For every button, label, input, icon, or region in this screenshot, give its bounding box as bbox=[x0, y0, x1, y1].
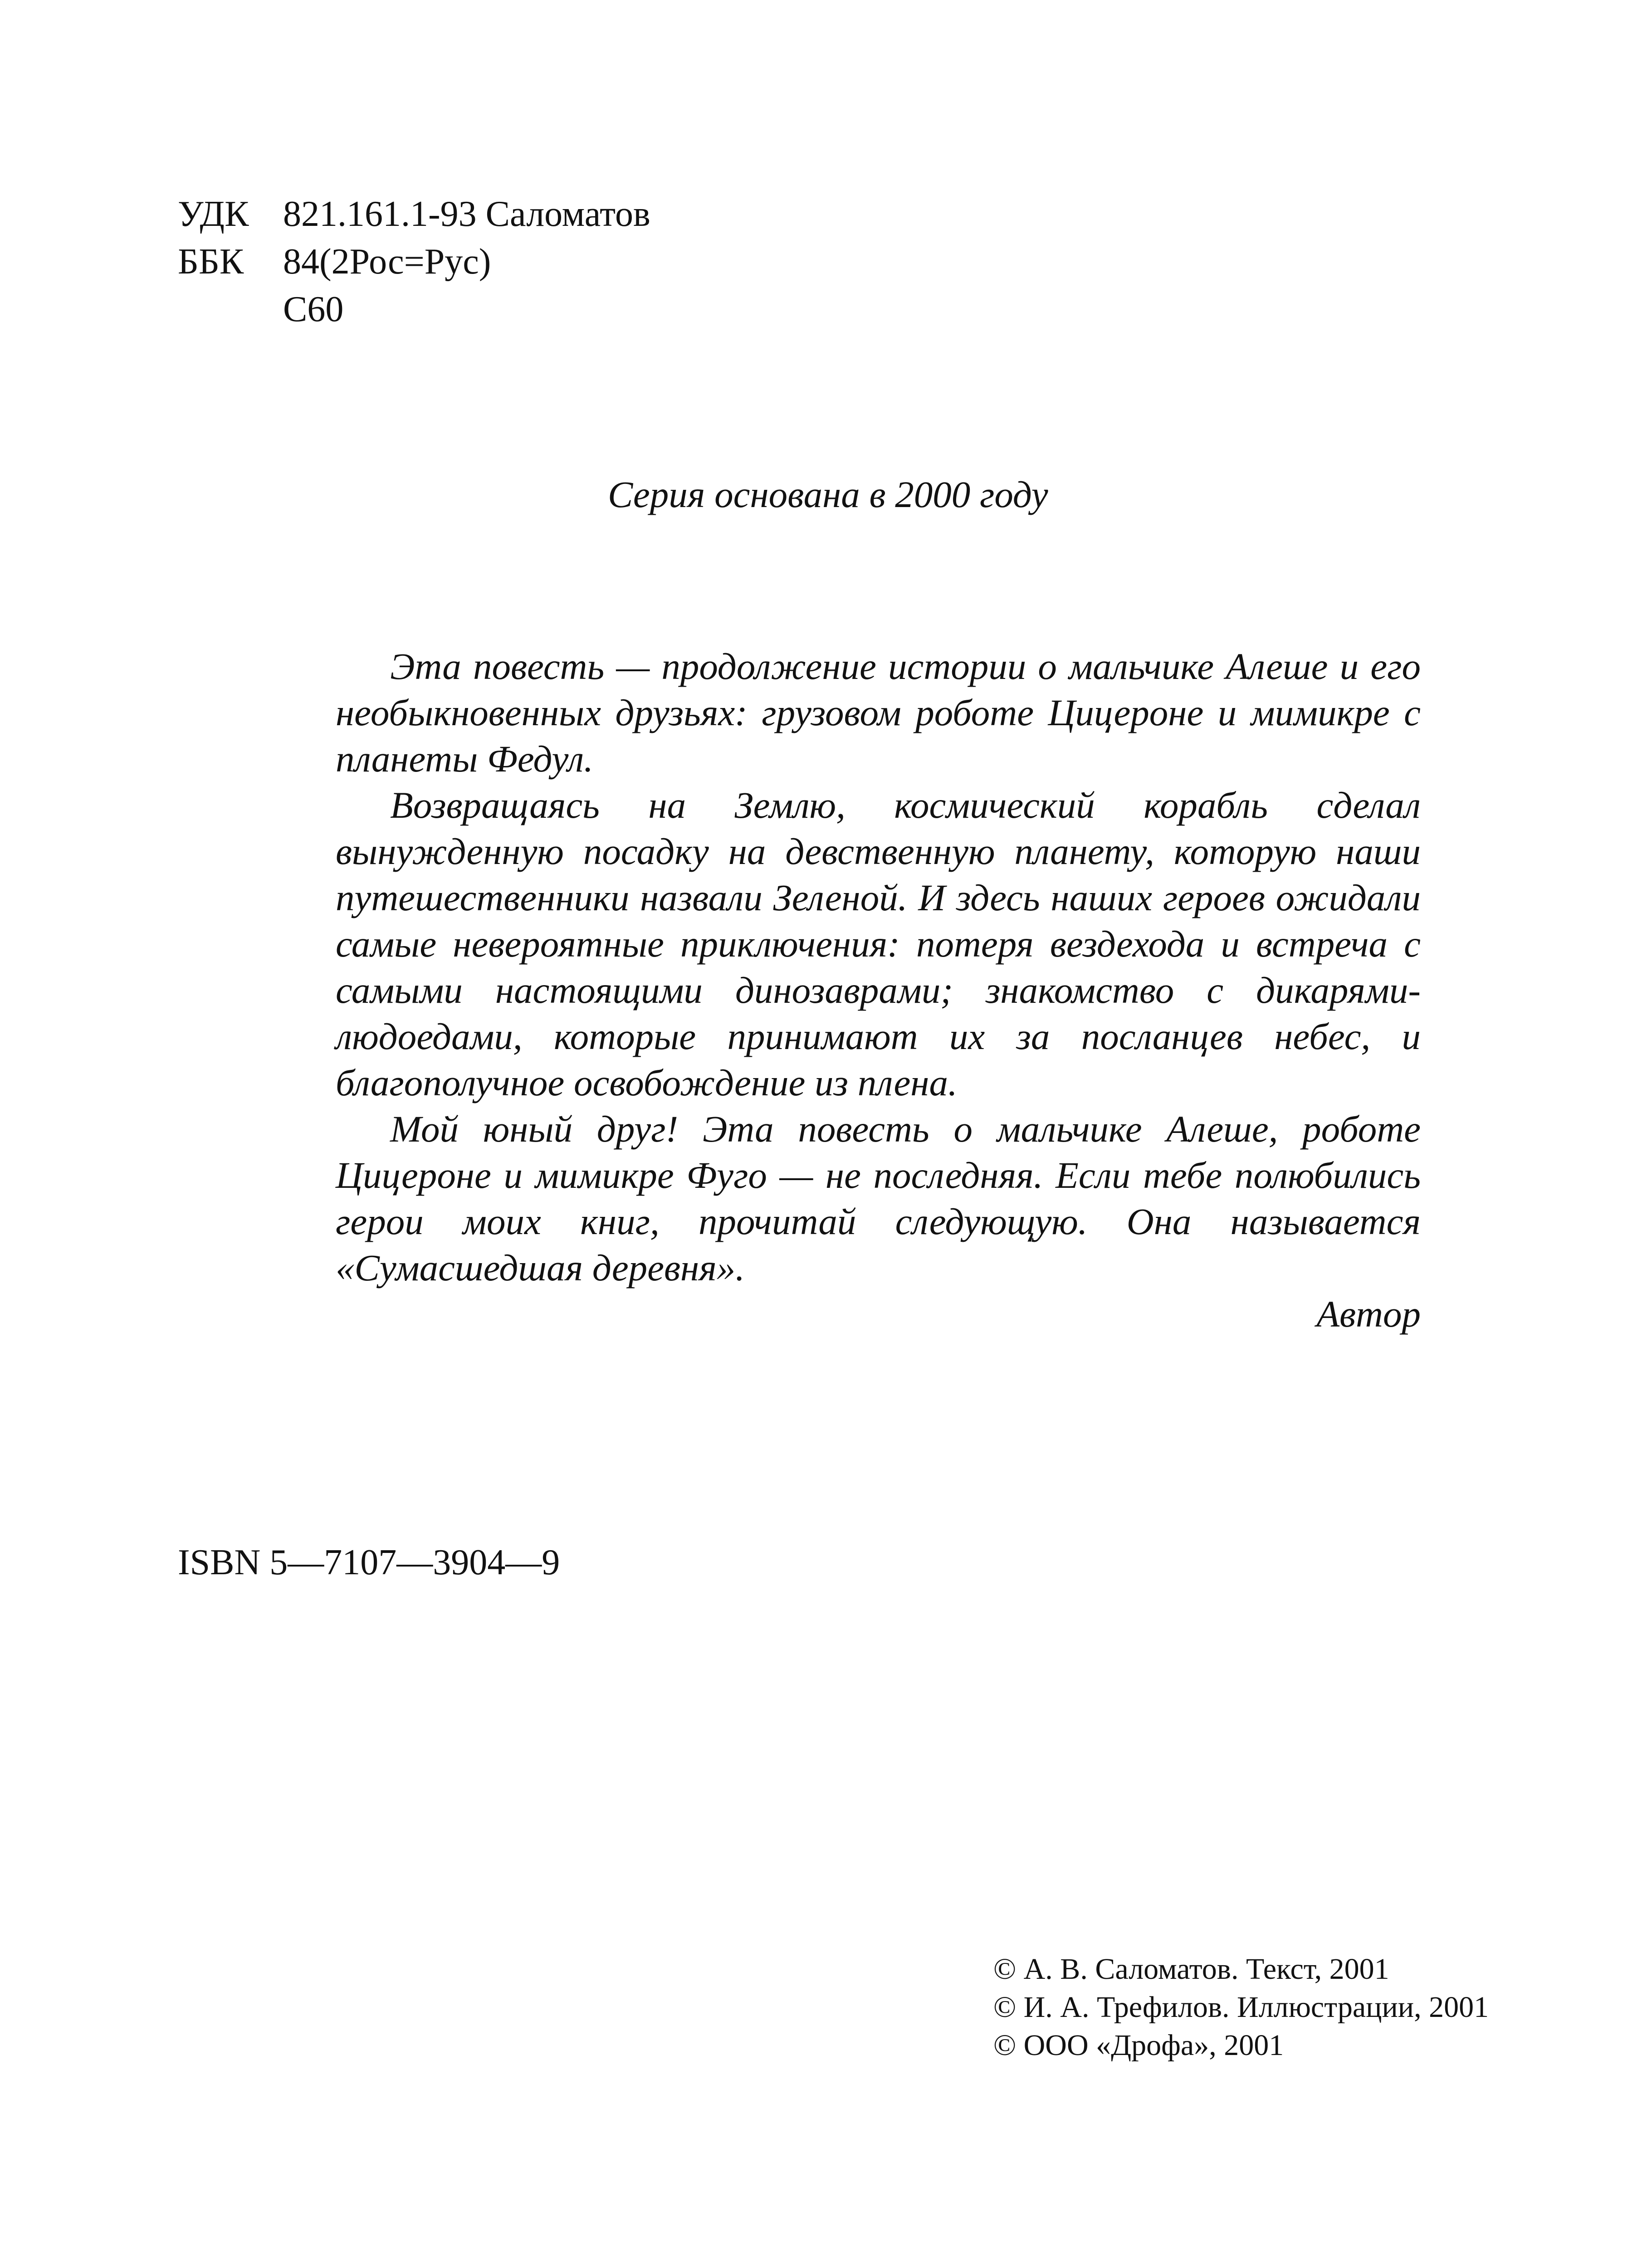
author-mark-label bbox=[178, 286, 283, 333]
annotation-paragraph: Возвращаясь на Землю, космический корабль сделал вынужденную посадку на девственную планету, которую наши путешественники назвали Зеленой. И здесь наших героев ожидали самые невероятные приключения: потеря вездехода и встреча с самыми настоящими динозаврами; знакомство с дикарями-людоедами, которые принимают их за посланцев небес, и благополучное освобождение из плена. bbox=[336, 784, 1421, 1103]
author-mark-row bbox=[178, 286, 650, 333]
udk-row bbox=[178, 190, 650, 238]
udk-label: УДК bbox=[178, 194, 249, 234]
bbk-label: ББК bbox=[178, 242, 244, 282]
isbn: ISBN 5—7107—3904—9 bbox=[178, 1543, 560, 1582]
annotation-author: Автор bbox=[1316, 1293, 1421, 1335]
author-mark-value: С60 bbox=[283, 289, 344, 329]
copyright-illustrations: © И. А. Трефилов. Иллюстрации, 2001 bbox=[993, 1991, 1489, 2024]
classification-block bbox=[178, 190, 650, 333]
bbk-row bbox=[178, 238, 650, 286]
copyright-text: © А. В. Саломатов. Текст, 2001 bbox=[993, 1953, 1389, 1986]
annotation bbox=[336, 643, 1421, 1337]
annotation-paragraph: Эта повесть — продолжение истории о мальчике Алеше и его необыкновенных друзьях: грузовом роботе Цицероне и мимикре с планеты Федул. bbox=[336, 645, 1421, 780]
udk-value: 821.161.1-93 Саломатов bbox=[283, 194, 650, 234]
annotation-paragraph: Мой юный друг! Эта повесть о мальчике Алеше, роботе Цицероне и мимикре Фуго — не последняя. Если тебе полюбились герои моих книг, прочитай следующую. Она называется «Сумасшедшая деревня». bbox=[336, 1108, 1421, 1289]
series-note: Серия основана в 2000 году bbox=[608, 474, 1048, 515]
copyright-block bbox=[993, 1950, 1489, 2065]
copyright-publisher: © ООО «Дрофа», 2001 bbox=[993, 2029, 1284, 2062]
bbk-value: 84(2Рос=Рус) bbox=[283, 242, 491, 282]
